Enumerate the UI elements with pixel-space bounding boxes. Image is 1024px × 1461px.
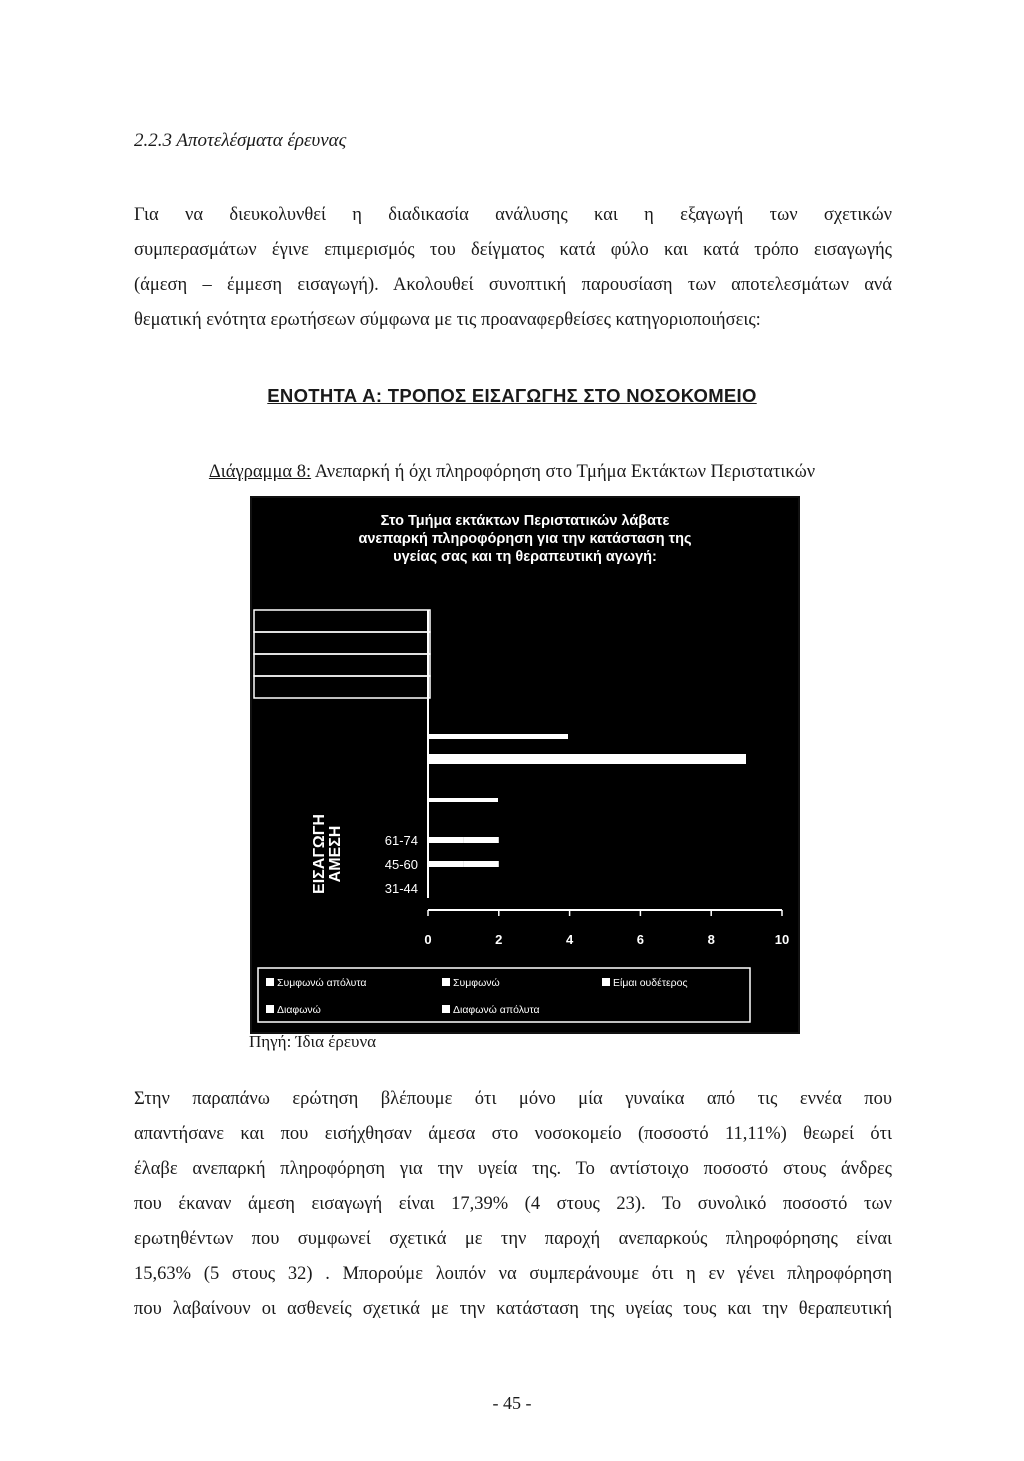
- category-label: 61-74: [384, 833, 418, 848]
- group-label-top: ΑΜΕΣΗ: [327, 825, 344, 883]
- source-note: Πηγή: Ίδια έρευνα: [249, 1032, 377, 1051]
- data-bar: [428, 861, 463, 867]
- x-tick-label: 10: [774, 932, 790, 947]
- body-paragraph: [134, 1082, 892, 1327]
- intro-line: (άμεση – έμμεση εισαγωγή). Ακολουθεί συνοπτική παρουσίαση των αποτελεσμάτων ανά: [134, 275, 892, 295]
- x-tick-label: 0: [424, 932, 432, 947]
- chart-plot: [252, 498, 798, 1032]
- legend-swatch: [442, 1005, 450, 1013]
- body-line: Στην παραπάνω ερώτηση βλέπουμε ότι μόνο μία γυναίκα από τις εννέα που: [134, 1089, 892, 1109]
- diagram-caption-text: Ανεπαρκή ή όχι πληροφόρηση στο Τμήμα Εκτάκτων Περιστατικών: [311, 462, 816, 482]
- background-band: [254, 610, 430, 632]
- reference-bar: [428, 734, 568, 739]
- x-tick-labels: [424, 910, 789, 947]
- intro-line: Για να διευκολυνθεί η διαδικασία ανάλυσης και η εξαγωγή των σχετικών: [134, 205, 892, 225]
- unit-title: ΕΝΟΤΗΤΑ Α: ΤΡΟΠΟΣ ΕΙΣΑΓΩΓΗΣ ΣΤΟ ΝΟΣΟΚΟΜΕΙΟ: [267, 385, 757, 406]
- plot-layer: [254, 610, 782, 910]
- legend-label: Είμαι ουδέτερος: [613, 977, 688, 989]
- body-line: απαντήσανε και που εισήχθησαν άμεσα στο νοσοκομείο (ποσοστό 11,11%) θεωρεί ότι: [134, 1124, 892, 1144]
- legend-label: Συμφωνώ απόλυτα: [277, 977, 367, 989]
- body-line: που έκαναν άμεση εισαγωγή είναι 17,39% (4 στους 23). Το συνολικό ποσοστό των: [134, 1194, 892, 1214]
- body-line: 15,63% (5 στους 32) . Μπορούμε λοιπόν να συμπεράνουμε ότι η εν γένει πληροφόρηση: [134, 1264, 892, 1284]
- background-band: [254, 676, 430, 698]
- group-label-bottom: ΕΙΣΑΓΩΓΗ: [311, 814, 328, 894]
- intro-paragraph: [134, 198, 892, 338]
- x-tick-label: 6: [636, 932, 645, 947]
- legend-swatch: [266, 978, 274, 986]
- section-heading: 2.2.3 Αποτελέσματα έρευνας: [134, 130, 347, 151]
- x-tick-label: 2: [495, 932, 503, 947]
- legend-label: Διαφωνώ: [277, 1004, 321, 1016]
- page-number: - 45 -: [492, 1393, 532, 1413]
- data-bar: [428, 837, 463, 843]
- legend-swatch: [602, 978, 610, 986]
- legend-swatch: [266, 1005, 274, 1013]
- legend-label: Διαφωνώ απόλυτα: [453, 1004, 540, 1016]
- data-bar: [463, 861, 498, 867]
- x-tick-label: 8: [707, 932, 715, 947]
- category-labels: [385, 833, 418, 896]
- category-label: 31-44: [384, 881, 418, 896]
- intro-line: θεματική ενότητα ερωτήσεων σύμφωνα με τις προαναφερθείσες κατηγοριοποιήσεις:: [134, 310, 761, 330]
- legend-label: Συμφωνώ: [453, 977, 500, 989]
- diagram-caption: [0, 462, 1024, 483]
- reference-bar: [428, 754, 746, 764]
- reference-bar: [428, 798, 498, 802]
- chart-title-line: ανεπαρκή πληροφόρηση για την κατάσταση της: [358, 531, 692, 547]
- chart-title-line: υγείας σας και τη θεραπευτική αγωγή:: [393, 549, 657, 565]
- body-line: που λαβαίνουν οι ασθενείς σχετικά με την κατάσταση της υγείας τους και την θεραπευτική: [134, 1299, 892, 1319]
- data-bar: [463, 837, 498, 843]
- body-line: ερωτηθέντων που συμφωνεί σχετικά με την παροχή ανεπαρκούς πληροφόρησης είναι: [134, 1229, 892, 1249]
- chart-title-line: Στο Τμήμα εκτάκτων Περιστατικών λάβατε: [380, 513, 670, 529]
- background-band: [254, 632, 430, 654]
- body-line: έλαβε ανεπαρκή πληροφόρηση για την υγεία της. Το αντίστοιχο ποσοστό στους άνδρες: [134, 1159, 892, 1179]
- category-label: 45-60: [384, 857, 418, 872]
- background-band: [254, 654, 430, 676]
- chart-container: [250, 496, 800, 1034]
- x-tick-label: 4: [565, 932, 574, 947]
- intro-line: συμπερασμάτων έγινε επιμερισμός του δείγματος κατά φύλο και κατά τρόπο εισαγωγής: [134, 240, 892, 260]
- bars-layer: [428, 837, 499, 867]
- diagram-label: Διάγραμμα 8:: [208, 462, 312, 482]
- legend-swatch: [442, 978, 450, 986]
